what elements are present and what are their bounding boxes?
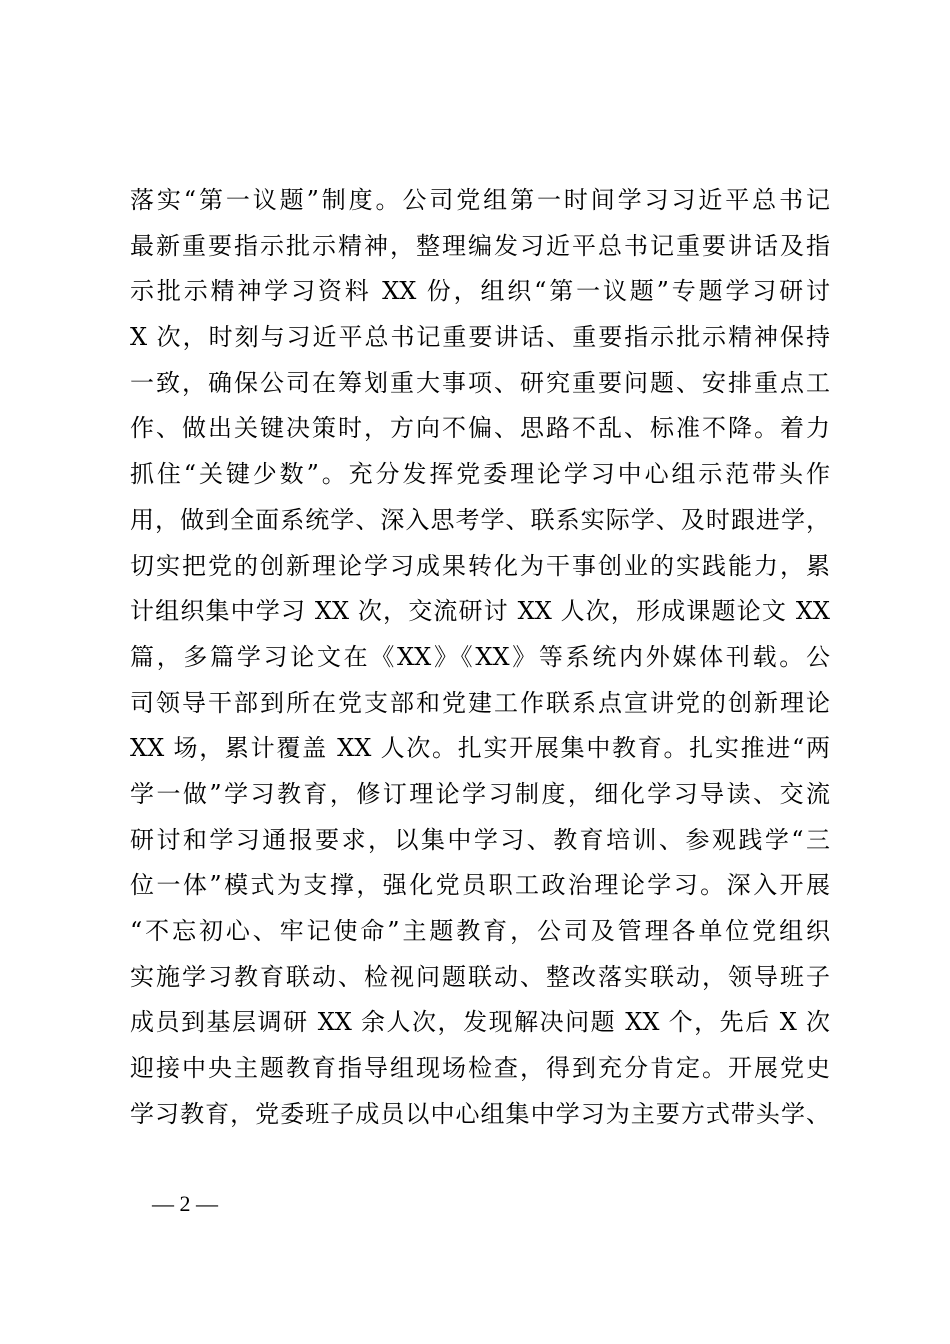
text-line: 最新重要指示批示精神，整理编发习近平总书记重要讲话及指 — [130, 231, 830, 260]
text-line: 成员到基层调研 XX 余人次，发现解决问题 XX 个，先后 X 次 — [130, 1008, 830, 1037]
text-line: 学习教育，党委班子成员以中心组集中学习为主要方式带头学、 — [130, 1099, 830, 1128]
text-line: 计组织集中学习 XX 次，交流研讨 XX 人次，形成课题论文 XX — [130, 597, 830, 626]
text-line: 篇，多篇学习论文在《XX》《XX》等系统内外媒体刊载。公 — [130, 642, 830, 671]
text-line: 实施学习教育联动、检视问题联动、整改落实联动，领导班子 — [130, 962, 830, 991]
text-line: 切实把党的创新理论学习成果转化为干事创业的实践能力，累 — [130, 551, 830, 580]
text-line: 司领导干部到所在党支部和党建工作联系点宣讲党的创新理论 — [130, 688, 830, 717]
text-line: 迎接中央主题教育指导组现场检查，得到充分肯定。开展党史 — [130, 1054, 830, 1083]
text-line: 落实“第一议题”制度。公司党组第一时间学习习近平总书记 — [130, 186, 830, 214]
page-number: — 2 — — [152, 1191, 218, 1216]
text-line: XX 场，累计覆盖 XX 人次。扎实开展集中教育。扎实推进“两 — [130, 734, 830, 763]
text-line: 研讨和学习通报要求，以集中学习、教育培训、参观践学“三 — [130, 825, 830, 854]
text-line: 抓住“关键少数”。充分发挥党委理论学习中心组示范带头作 — [130, 460, 830, 489]
text-line: 用，做到全面系统学、深入思考学、联系实际学、及时跟进学， — [130, 505, 830, 534]
text-line: 一致，确保公司在筹划重大事项、研究重要问题、安排重点工 — [130, 368, 830, 397]
body-text — [130, 178, 830, 1137]
text-line: “不忘初心、牢记使命”主题教育，公司及管理各单位党组织 — [130, 917, 830, 945]
text-line: X 次，时刻与习近平总书记重要讲话、重要指示批示精神保持 — [130, 323, 830, 352]
text-line: 示批示精神学习资料 XX 份，组织“第一议题”专题学习研讨 — [130, 277, 830, 306]
text-line: 学一做”学习教育，修订理论学习制度，细化学习导读、交流 — [130, 779, 830, 808]
text-line: 位一体”模式为支撑，强化党员职工政治理论学习。深入开展 — [130, 871, 830, 900]
text-line: 作、做出关键决策时，方向不偏、思路不乱、标准不降。着力 — [130, 414, 830, 443]
